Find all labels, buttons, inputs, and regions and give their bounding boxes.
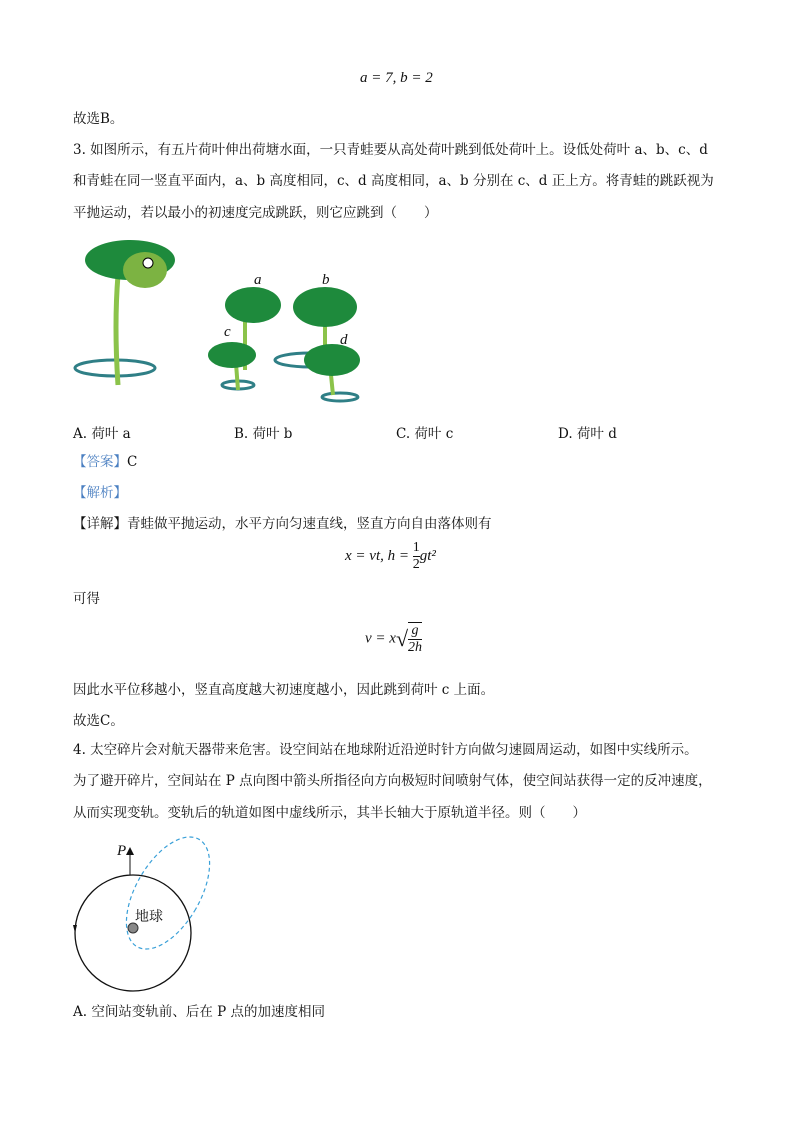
sqrt-fraction	[408, 622, 422, 656]
formula-2: v = x√ $\frac{g}{2h}$	[365, 623, 423, 655]
label-b: b	[322, 272, 330, 288]
option-b: B. 荷叶 b	[234, 426, 293, 442]
denominator: 2	[412, 557, 420, 572]
detail-line	[73, 515, 492, 533]
formula-2-left: v = x	[365, 630, 396, 647]
formula-1-right: gt²	[419, 547, 436, 564]
denominator: 2h	[408, 640, 423, 655]
label-earth: 地球	[135, 909, 163, 925]
kede: 可得	[73, 591, 100, 607]
answer-line	[73, 453, 137, 471]
q4-line-3: 从而实现变轨。变轨后的轨道如图中虚线所示，其半长轴大于原轨道半径。则（ ）	[73, 805, 586, 821]
label-d: d	[340, 332, 348, 348]
fraction	[413, 540, 420, 573]
q4-line-1: 4. 太空碎片会对航天器带来危害。设空间站在地球附近沿逆时针方向做匀速圆周运动，如图中实线所示。	[73, 742, 698, 758]
conclusion: 因此水平位移越小，竖直高度越大初速度越小，因此跳到荷叶 c 上面。	[73, 682, 495, 698]
detail-text: 青蛙做平抛运动，水平方向匀速直线，竖直方向自由落体则有	[127, 516, 492, 532]
answer-tag: 【答案】	[73, 454, 127, 470]
numerator: 1	[412, 540, 420, 555]
orbit-figure	[70, 835, 220, 1020]
option-c: C. 荷叶 c	[396, 426, 454, 442]
q3-line-2: 和青蛙在同一竖直平面内，a、b 高度相同，c、d 高度相同，a、b 分别在 c、d 正上方。将青蛙的跳跃视为	[73, 173, 714, 189]
detail-tag: 【详解】	[73, 516, 127, 532]
label-c: c	[224, 324, 231, 340]
answer-value: C	[127, 454, 138, 470]
analysis-tag: 【解析】	[73, 485, 127, 501]
final-answer: 故选C。	[73, 713, 124, 729]
q3-line-1: 3. 如图所示，有五片荷叶伸出荷塘水面，一只青蛙要从高处荷叶跳到低处荷叶上。设低处荷叶 a、b、c、d	[73, 142, 708, 158]
formula-1	[345, 540, 436, 573]
option-d: D. 荷叶 d	[558, 426, 617, 442]
lotus-figure	[70, 235, 370, 405]
q4-line-2: 为了避开碎片，空间站在 P 点向图中箭头所指径向方向极短时间喷射气体，使空间站获得一定的反冲速度，	[73, 773, 712, 789]
formula-1-left: x = vt, h =	[345, 547, 413, 564]
option-a: A. 荷叶 a	[73, 426, 131, 442]
q3-line-3: 平抛运动，若以最小的初速度完成跳跃，则它应跳到（ ）	[73, 205, 438, 221]
prev-answer: 故选B。	[73, 111, 124, 127]
label-p: P	[117, 843, 127, 859]
formula-ab: a = 7, b = 2	[360, 70, 433, 86]
label-a: a	[254, 272, 262, 288]
q4-option-a: A. 空间站变轨前、后在 P 点的加速度相同	[73, 1004, 325, 1020]
numerator: g	[408, 623, 422, 640]
